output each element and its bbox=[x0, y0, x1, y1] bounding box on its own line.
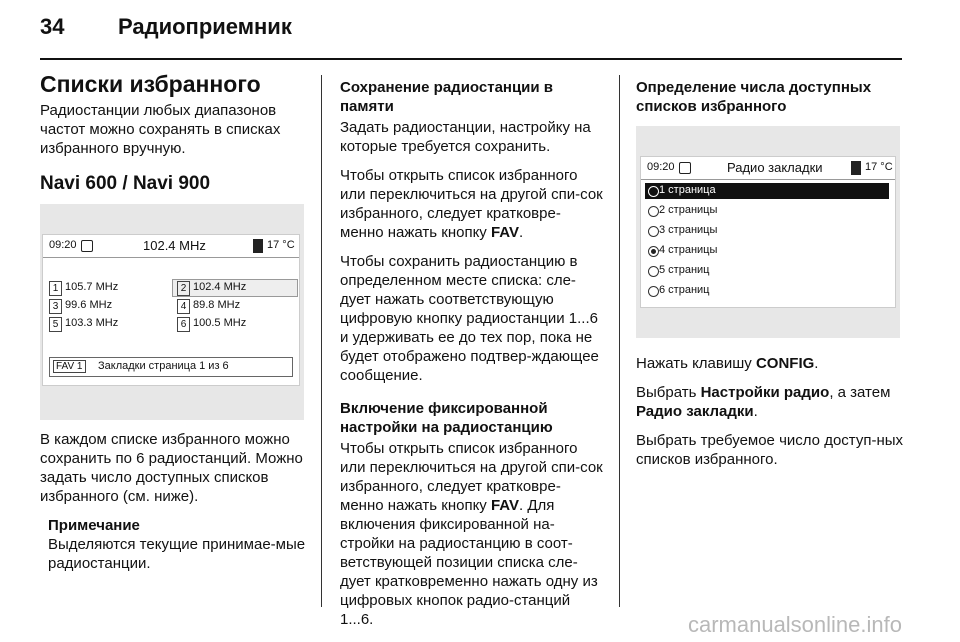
column-divider-2 bbox=[619, 75, 620, 607]
radio-settings-menu: Настройки радио bbox=[700, 384, 830, 401]
page-header-title: Радиоприемник bbox=[118, 14, 292, 39]
note-title: Примечание bbox=[48, 517, 140, 534]
favorites-paragraph: В каждом списке избранного можно сохранить по 6 радиостанций. Можно задать число доступных списков избранного (см. ниже). bbox=[40, 431, 303, 505]
fav-bar bbox=[49, 357, 293, 377]
fav-page-text: Закладки страница 1 из 6 bbox=[98, 360, 229, 372]
note-text: Выделяются текущие принимае-мые радиостанции. bbox=[48, 536, 306, 572]
status-bar bbox=[641, 157, 895, 180]
screen-title: Радио закладки bbox=[727, 160, 823, 175]
radio-button[interactable] bbox=[648, 286, 659, 297]
select-step: Выбрать требуемое число доступ-ных списков избранного. bbox=[636, 432, 904, 468]
preset-frequency: 89.8 MHz bbox=[193, 299, 241, 311]
navi-screen bbox=[42, 234, 300, 386]
preset-number[interactable]: 6 bbox=[177, 317, 190, 332]
preset-number[interactable]: 4 bbox=[177, 299, 190, 314]
navi-screen-figure bbox=[40, 204, 304, 420]
thermometer-icon bbox=[253, 239, 263, 253]
save-p2: Чтобы открыть список избранного или переключиться на другой спи-сок избранного, следует кратковре-менно нажать кнопку FAV. bbox=[340, 167, 603, 241]
preset-number[interactable]: 5 bbox=[49, 317, 62, 332]
radio-button-selected[interactable] bbox=[648, 246, 659, 257]
watermark: carmanualsonline.info bbox=[687, 612, 902, 637]
column-divider-1 bbox=[321, 75, 322, 607]
preset-frequency: 99.6 MHz bbox=[65, 299, 113, 311]
clock: 09:20 bbox=[49, 239, 77, 251]
option-label[interactable]: 6 страниц bbox=[659, 284, 710, 296]
fav-label: FAV 1 bbox=[53, 360, 86, 373]
thermometer-icon bbox=[851, 161, 861, 175]
save-station-heading: Сохранение радиостанции в памяти bbox=[340, 79, 554, 115]
preset-frequency: 100.5 MHz bbox=[193, 317, 247, 329]
status-bar bbox=[43, 235, 299, 258]
option-label[interactable]: 2 страницы bbox=[659, 204, 718, 216]
clock-icon bbox=[679, 162, 691, 174]
config-step: Нажать клавишу CONFIG. bbox=[636, 355, 819, 372]
fav-key: FAV bbox=[490, 497, 520, 514]
option-label[interactable]: 3 страницы bbox=[659, 224, 718, 236]
temperature: 17 °C bbox=[865, 161, 893, 173]
radio-bookmarks-screen bbox=[640, 156, 896, 308]
station-frequency: 102.4 MHz bbox=[143, 238, 206, 253]
column-2 bbox=[340, 70, 604, 639]
preset-frequency: 105.7 MHz bbox=[65, 281, 119, 293]
menu-step: Выбрать Настройки радио, а затем Радио закладки. bbox=[636, 384, 891, 420]
save-p1: Задать радиостанции, настройку на которые требуется сохранить. bbox=[340, 119, 591, 155]
radio-bookmarks-menu: Радио закладки bbox=[636, 403, 754, 420]
fixed-p1: Чтобы открыть список избранного или переключиться на другой спи-сок избранного, следует кратковре-менно нажать кнопку FAV. Для включения фиксированной на-стройки на радиостанцию в соот-ветствующей позиции списка сле-дует кратковременно нажать одну из цифровых кнопок радио-станций 1...6. bbox=[340, 440, 603, 628]
option-label[interactable]: 5 страниц bbox=[659, 264, 710, 276]
clock-icon bbox=[81, 240, 93, 252]
temperature: 17 °C bbox=[267, 239, 295, 251]
fav-key: FAV bbox=[490, 224, 520, 241]
option-label[interactable]: 1 страница bbox=[659, 184, 716, 196]
radio-button[interactable] bbox=[648, 186, 659, 197]
radio-button[interactable] bbox=[648, 266, 659, 277]
header-rule bbox=[40, 58, 902, 60]
radio-button[interactable] bbox=[648, 226, 659, 237]
page-number: 34 bbox=[40, 14, 65, 39]
preset-number[interactable]: 1 bbox=[49, 281, 62, 296]
preset-frequency: 102.4 MHz bbox=[193, 281, 247, 293]
save-p3: Чтобы сохранить радиостанцию в определенном месте списка: сле-дует нажать соответствующую цифровую кнопку радиостанции 1...6 и удерживать ее до тех пор, пока не будет отображено подтвер-ждающее сообщение. bbox=[340, 253, 599, 384]
lists-count-heading: Определение числа доступных списков избранного bbox=[636, 79, 872, 115]
column-1 bbox=[40, 70, 312, 583]
option-label[interactable]: 4 страницы bbox=[659, 244, 718, 256]
clock: 09:20 bbox=[647, 161, 675, 173]
fixed-tuning-heading: Включение фиксированной настройки на радиостанцию bbox=[340, 400, 553, 436]
subtitle: Navi 600 / Navi 900 bbox=[40, 173, 211, 194]
config-key: CONFIG bbox=[755, 355, 815, 372]
preset-frequency: 103.3 MHz bbox=[65, 317, 119, 329]
section-title: Списки избранного bbox=[40, 71, 261, 97]
radio-button[interactable] bbox=[648, 206, 659, 217]
intro-paragraph: Радиостанции любых диапазонов частот можно сохранять в списках избранного вручную. bbox=[40, 102, 281, 157]
radio-bookmarks-figure bbox=[636, 126, 900, 338]
column-3 bbox=[636, 70, 904, 479]
preset-number[interactable]: 3 bbox=[49, 299, 62, 314]
preset-number[interactable]: 2 bbox=[177, 281, 190, 296]
